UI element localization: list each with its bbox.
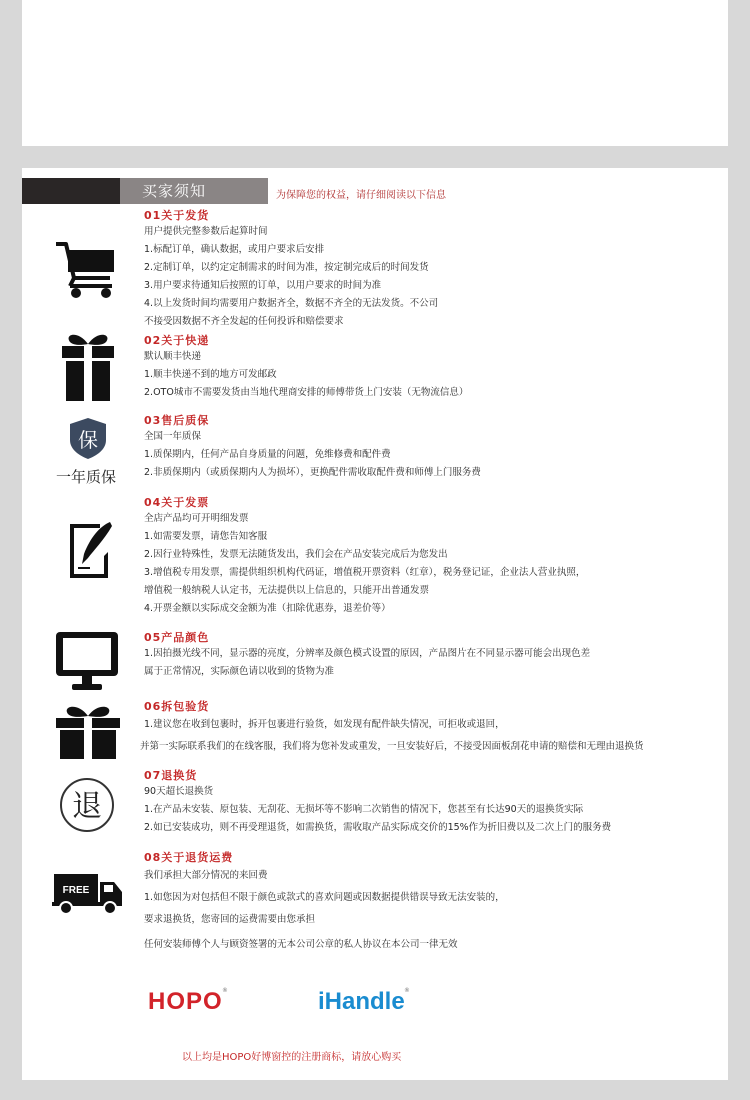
section-title: 05产品颜色 bbox=[144, 631, 210, 644]
header-subtitle: 为保障您的权益，请仔细阅读以下信息 bbox=[276, 190, 446, 201]
section-line: 2.非质保期内（或质保期内人为损坏），更换配件需收取配件费和师傅上门服务费 bbox=[144, 467, 481, 478]
section-title: 08关于退货运费 bbox=[144, 851, 234, 864]
section-line: 我们承担大部分情况的来回费 bbox=[144, 870, 268, 881]
section-line: 4.开票金额以实际成交金额为准（扣除优惠券，退差价等） bbox=[144, 603, 391, 614]
monitor-icon bbox=[54, 630, 120, 692]
ihandle-logo-text: iHandle bbox=[318, 988, 405, 1015]
section-unboxing bbox=[140, 699, 644, 758]
section-line: 属于正常情况，实际颜色请以收到的货物为准 bbox=[144, 666, 335, 677]
section-warranty bbox=[144, 413, 481, 482]
warranty-icon-char: 保 bbox=[78, 428, 98, 452]
header-bar bbox=[22, 178, 268, 204]
section-line: 2.如已安装成功，则不再受理退货，如需换货，需收取产品实际成交价的15%作为折旧费以及二次上门的服务费 bbox=[144, 822, 612, 833]
section-line: 2.定制订单，以约定定制需求的时间为准，按定制完成后的时间发货 bbox=[144, 262, 429, 273]
section-line: 并第一实际联系我们的在线客服，我们将为您补发或重发，一旦安装好后，不接受因面板刮花申请的赔偿和无理由退换货 bbox=[140, 741, 644, 752]
section-title: 01关于发货 bbox=[144, 209, 210, 222]
section-line: 1.质保期内，任何产品自身质量的问题，免维修费和配件费 bbox=[144, 449, 391, 460]
section-shipping bbox=[144, 208, 438, 331]
section-line: 3.增值税专用发票，需提供组织机构代码证，增值税开票资料（红章），税务登记证，企业法人营业执照， bbox=[144, 567, 586, 578]
section-title: 02关于快递 bbox=[144, 334, 210, 347]
section-title: 04关于发票 bbox=[144, 496, 210, 509]
section-line: 1.如您因为对包括但不限于颜色或款式的喜欢问题或因数据提供错误导致无法安装的， bbox=[144, 892, 505, 903]
shopping-cart-icon bbox=[54, 238, 120, 300]
header-dark-block bbox=[22, 178, 120, 204]
section-line: 3.用户要求待通知后按照的订单，以用户要求的时间为准 bbox=[144, 280, 382, 291]
section-line: 4.以上发货时间均需要用户数据齐全，数据不齐全的无法发货。不公司 bbox=[144, 298, 439, 309]
section-line: 1.建议您在收到包裹时，拆开包裹进行验货，如发现有配件缺失情况，可拒收或退回， bbox=[144, 719, 505, 730]
gift-icon bbox=[60, 328, 116, 402]
ihandle-reg-mark: ® bbox=[404, 988, 410, 994]
section-line: 2.OTO城市不需要发货由当地代理商安排的师傅带货上门安装（无物流信息） bbox=[144, 387, 469, 398]
invoice-quill-icon bbox=[60, 520, 116, 584]
section-line: 增值税一般纳税人认定书，无法提供以上信息的，只能开出普通发票 bbox=[144, 585, 430, 596]
gift-box-icon bbox=[54, 702, 122, 760]
section-line: 1.标配订单，确认数据，或用户要求后安排 bbox=[144, 244, 325, 255]
section-return-shipping bbox=[144, 850, 505, 931]
closing-note: 任何安装师傅个人与顾资签署的无本公司公章的私人协议在本公司一律无效 bbox=[144, 939, 458, 950]
section-title: 07退换货 bbox=[144, 769, 198, 782]
hopo-logo bbox=[148, 988, 228, 1016]
section-line: 90天超长退换货 bbox=[144, 786, 214, 797]
section-invoice bbox=[144, 495, 585, 618]
hopo-logo-text: HOPO bbox=[148, 988, 223, 1015]
top-blank-panel bbox=[22, 0, 728, 146]
return-icon bbox=[58, 776, 116, 834]
page-title: 买家须知 bbox=[120, 178, 268, 204]
section-line: 1.因拍摄光线不同，显示器的亮度，分辨率及颜色模式设置的原因，产品图片在不同显示器可能会出现色差 bbox=[144, 648, 591, 659]
section-express bbox=[144, 333, 468, 402]
warranty-label: 一年质保 bbox=[56, 468, 117, 486]
section-line: 要求退换货，您寄回的运费需要由您承担 bbox=[144, 914, 316, 925]
section-returns bbox=[144, 768, 611, 837]
section-line: 全店产品均可开明细发票 bbox=[144, 513, 249, 524]
section-line: 用户提供完整参数后起算时间 bbox=[144, 226, 268, 237]
ihandle-logo bbox=[318, 988, 409, 1016]
return-icon-char: 退 bbox=[72, 789, 102, 824]
section-line: 2.因行业特殊性，发票无法随货发出，我们会在产品安装完成后为您发出 bbox=[144, 549, 448, 560]
section-line: 不接受因数据不齐全发起的任何投诉和赔偿要求 bbox=[144, 316, 344, 327]
free-shipping-truck-icon bbox=[52, 870, 124, 916]
buyer-notice-panel bbox=[22, 168, 728, 1080]
section-color bbox=[144, 630, 590, 681]
trademark-footer: 以上均是HOPO好博窗控的注册商标，请放心购买 bbox=[182, 1052, 402, 1063]
section-line: 1.如需要发票，请您告知客服 bbox=[144, 531, 268, 542]
section-title: 03售后质保 bbox=[144, 414, 210, 427]
section-line: 全国一年质保 bbox=[144, 431, 202, 442]
warranty-shield-icon bbox=[66, 416, 110, 460]
section-line: 1.顺丰快递不到的地方可发邮政 bbox=[144, 369, 277, 380]
section-line: 1.在产品未安装、原包装、无刮花、无损坏等不影响二次销售的情况下，您甚至有长达90天的退换货实际 bbox=[144, 804, 584, 815]
section-line: 默认顺丰快递 bbox=[144, 351, 202, 362]
section-title: 06拆包验货 bbox=[144, 700, 210, 713]
hopo-reg-mark: ® bbox=[222, 988, 229, 994]
free-label: FREE bbox=[62, 885, 90, 896]
